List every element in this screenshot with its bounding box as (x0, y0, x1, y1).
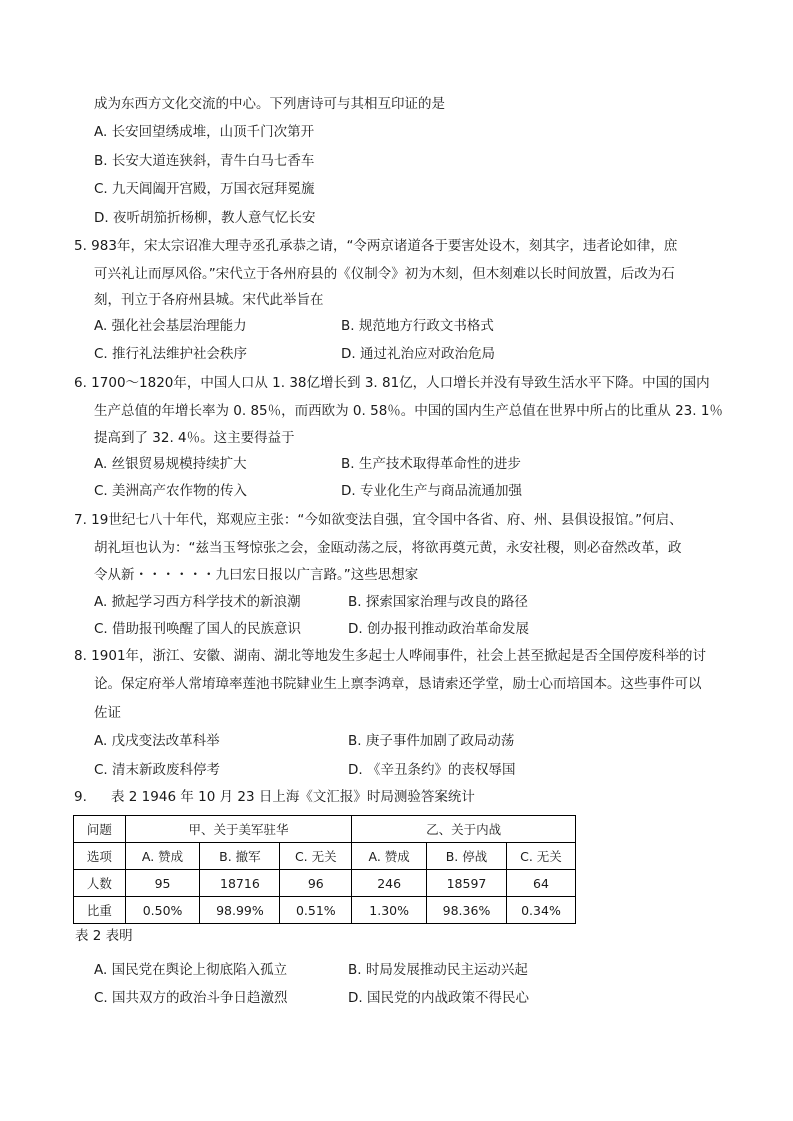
table-2-title: 表 2 1946 年 10 月 23 日上海《文汇报》时局测验答案统计 (111, 789, 475, 805)
table-cell: C. 无关 (506, 843, 575, 870)
table-cell: 0.34% (506, 897, 575, 924)
question-8-stem-line-3: 佐证 (94, 705, 121, 721)
question-5-stem-line-3: 刻，刊立于各府州县城。宋代此举旨在 (94, 292, 324, 308)
row-label-count: 人数 (74, 870, 126, 897)
header-group-civil-war: 乙、关于内战 (352, 816, 576, 843)
table-cell: 98.36% (427, 897, 507, 924)
question-4-stem-continuation: 成为东西方文化交流的中心。下列唐诗可与其相互印证的是 (94, 96, 445, 112)
table-cell: 18716 (200, 870, 280, 897)
question-6-option-d: D. 专业化生产与商品流通加强 (341, 483, 522, 499)
table-row-ratios (74, 897, 576, 924)
question-9-option-d: D. 国民党的内战政策不得民心 (348, 990, 529, 1006)
question-4-option-c: C. 九天阊阖开宫殿，万国衣冠拜冕旒 (94, 181, 315, 197)
question-7-stem-line-2: 胡礼垣也认为：“兹当玉弩惊张之会，金瓯动荡之辰，将欲再奠元黄，永安社稷，则必奋然改革，政 (94, 540, 682, 556)
question-5-stem-line-1: 5. 983年，宋太宗诏准大理寺丞孔承恭之请，“令两京诸道各于要害处设木，刻其字，违者论如律，庶 (74, 238, 678, 254)
question-5-option-c: C. 推行礼法维护社会秩序 (94, 346, 248, 362)
question-7-option-b: B. 探索国家治理与改良的路径 (348, 594, 528, 610)
table-cell: 98.99% (200, 897, 280, 924)
question-4-option-a: A. 长安回望绣成堆，山顶千门次第开 (94, 124, 315, 140)
table-cell: 246 (352, 870, 427, 897)
question-6-option-c: C. 美洲高产农作物的传入 (94, 483, 248, 499)
question-8-stem-line-2: 论。保定府举人常堉璋率莲池书院肄业生上禀李鸿章，恳请索还学堂，励士心而培国本。这些事件可以 (94, 676, 702, 692)
question-7-option-d: D. 创办报刊推动政治革命发展 (348, 621, 529, 637)
header-group-us-troops: 甲、关于美军驻华 (125, 816, 352, 843)
table-cell: 0.50% (125, 897, 200, 924)
question-6-stem-line-3: 提高到了 32. 4％。这主要得益于 (94, 430, 295, 446)
table-cell: 1.30% (352, 897, 427, 924)
question-6-stem-line-1: 6. 1700～1820年，中国人口从 1. 38亿增长到 3. 81亿，人口增长并没有导致生活水平下降。中国的国内 (74, 375, 710, 391)
row-label-option: 选项 (74, 843, 126, 870)
question-6-stem-line-2: 生产总值的年增长率为 0. 85％，而西欧为 0. 58％。中国的国内生产总值在世界中所占的比重从 23. 1％ (94, 403, 723, 419)
table-cell: A. 赞成 (125, 843, 200, 870)
question-8-option-c: C. 清末新政废科停考 (94, 762, 221, 778)
table-cell: 96 (280, 870, 352, 897)
table-cell: B. 停战 (427, 843, 507, 870)
question-6-option-b: B. 生产技术取得革命性的进步 (341, 456, 521, 472)
table-2-caption: 表 2 表明 (75, 928, 133, 944)
row-label-ratio: 比重 (74, 897, 126, 924)
question-7-option-c: C. 借助报刊唤醒了国人的民族意识 (94, 621, 302, 637)
question-5-option-a: A. 强化社会基层治理能力 (94, 318, 247, 334)
question-5-option-b: B. 规范地方行政文书格式 (341, 318, 494, 334)
table-row-counts (74, 870, 576, 897)
question-8-option-a: A. 戊戌变法改革科举 (94, 733, 220, 749)
question-4-option-d: D. 夜听胡笳折杨柳，教人意气忆长安 (94, 210, 316, 226)
table-cell: C. 无关 (280, 843, 352, 870)
table-cell: 0.51% (280, 897, 352, 924)
poll-results-table (73, 815, 576, 924)
table-cell: 64 (506, 870, 575, 897)
table-cell: B. 撤军 (200, 843, 280, 870)
question-7-stem-line-1: 7. 19世纪七八十年代，郑观应主张：“今如欲变法自强，宜令国中各省、府、州、县俱设报馆。”何启、 (74, 512, 683, 528)
table-cell: 95 (125, 870, 200, 897)
table-header-row (74, 816, 576, 843)
question-7-option-a: A. 掀起学习西方科学技术的新浪潮 (94, 594, 301, 610)
question-6-option-a: A. 丝银贸易规模持续扩大 (94, 456, 247, 472)
question-8-option-d: D. 《辛丑条约》的丧权辱国 (348, 762, 516, 778)
question-4-option-b: B. 长安大道连狭斜，青牛白马七香车 (94, 153, 315, 169)
table-cell: A. 赞成 (352, 843, 427, 870)
header-question: 问题 (74, 816, 126, 843)
question-8-stem-line-1: 8. 1901年，浙江、安徽、湖南、湖北等地发生多起士人哗闹事件，社会上甚至掀起是否全国停废科举的讨 (74, 648, 707, 664)
question-9-number: 9. (74, 789, 87, 805)
question-5-option-d: D. 通过礼治应对政治危局 (341, 346, 495, 362)
table-cell: 18597 (427, 870, 507, 897)
question-9-option-b: B. 时局发展推动民主运动兴起 (348, 962, 528, 978)
question-7-stem-line-3: 令从新・・・・・・九曰宏日报以广言路。”这些思想家 (94, 567, 419, 583)
question-9-option-a: A. 国民党在舆论上彻底陷入孤立 (94, 962, 288, 978)
question-8-option-b: B. 庚子事件加剧了政局动荡 (348, 733, 515, 749)
question-5-stem-line-2: 可兴礼让而厚风俗。”宋代立于各州府县的《仪制令》初为木刻，但木刻难以长时间放置，后改为石 (94, 266, 675, 282)
question-9-option-c: C. 国共双方的政治斗争日趋激烈 (94, 990, 288, 1006)
table-row-options (74, 843, 576, 870)
